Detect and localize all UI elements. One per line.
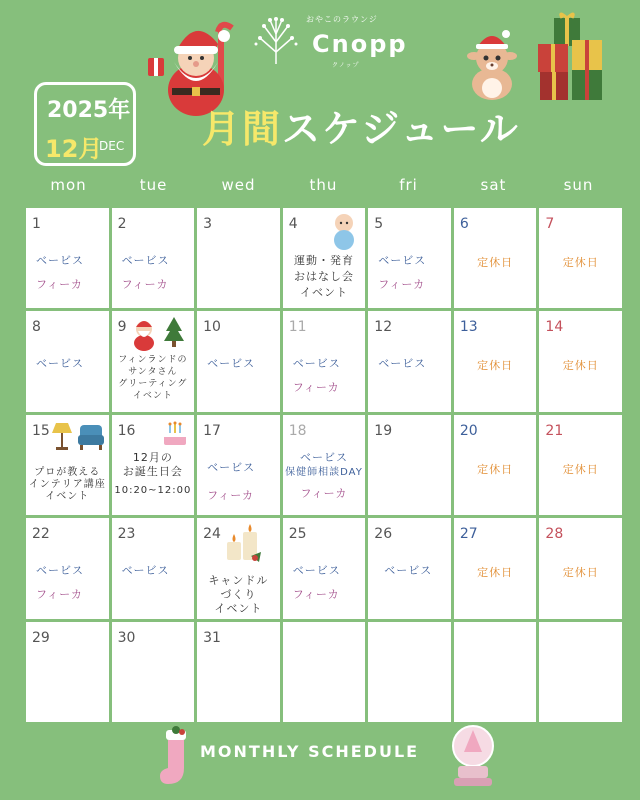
event-closed: 定休日 xyxy=(562,462,599,476)
month-label: 12月 xyxy=(45,135,103,163)
day-cell-28[interactable] xyxy=(539,518,622,618)
event-closed: 定休日 xyxy=(477,462,514,476)
day-cell-27[interactable] xyxy=(454,518,537,618)
date-box xyxy=(34,82,136,166)
day-cell-10[interactable] xyxy=(197,311,280,411)
day-number: 9 xyxy=(117,319,127,336)
event-bday-line1: 12月の xyxy=(132,450,173,464)
event-babies: ベービス xyxy=(299,450,348,464)
santa-tree-icon xyxy=(130,315,186,351)
empty-cell xyxy=(539,622,622,722)
event-fika: フィーカ xyxy=(292,381,340,395)
day-number: 27 xyxy=(459,526,478,543)
event-babies: ベービス xyxy=(378,357,427,371)
tree-icon xyxy=(250,14,302,66)
weekday-tue: tue xyxy=(139,176,168,194)
weekday-sat: sat xyxy=(480,176,507,194)
event-fika: フィーカ xyxy=(121,278,169,291)
year-label: 2025年 xyxy=(47,98,131,123)
event-santa-line1: フィンランドの xyxy=(118,355,188,366)
day-cell-24[interactable] xyxy=(197,518,280,618)
event-closed: 定休日 xyxy=(477,256,514,269)
event-closed: 定休日 xyxy=(477,566,514,580)
day-cell-16[interactable] xyxy=(112,415,195,515)
event-undou-line2: おはなし会 xyxy=(293,270,354,283)
day-cell-17[interactable] xyxy=(197,415,280,515)
deer-illustration xyxy=(462,28,522,104)
event-babies: ベービス xyxy=(384,564,433,578)
event-fika: フィーカ xyxy=(36,588,83,602)
day-number: 5 xyxy=(374,216,384,232)
event-interior-line2: インテリア講座 xyxy=(28,478,106,490)
event-babies: ベービス xyxy=(207,460,256,474)
event-candle-line2: づくり xyxy=(220,588,257,602)
day-cell-1[interactable] xyxy=(26,208,109,308)
day-cell-23[interactable] xyxy=(112,518,195,618)
birthday-cake-icon xyxy=(160,419,190,449)
day-cell-22[interactable] xyxy=(26,518,109,618)
logo-tagline: おやこのラウンジ xyxy=(306,15,378,24)
title-rest: スケジュール xyxy=(282,107,520,151)
day-number: 26 xyxy=(374,526,393,543)
day-cell-15[interactable] xyxy=(26,415,109,515)
event-closed: 定休日 xyxy=(477,359,514,373)
day-number: 23 xyxy=(117,526,136,543)
event-hoken: 保健師相談DAY xyxy=(285,466,363,478)
calendar-grid xyxy=(26,208,622,722)
weekday-thu: thu xyxy=(309,176,338,194)
event-interior-line1: プロが教える xyxy=(34,466,101,478)
day-cell-4[interactable] xyxy=(283,208,366,308)
day-cell-13[interactable] xyxy=(454,311,537,411)
logo-brand: Cnopp xyxy=(312,30,408,58)
day-number: 12 xyxy=(374,319,393,336)
day-number: 1 xyxy=(32,216,41,232)
event-closed: 定休日 xyxy=(562,566,599,580)
event-santa-line3: グリーティング xyxy=(118,379,188,390)
day-cell-30[interactable] xyxy=(112,622,195,722)
event-candle-line3: イベント xyxy=(214,602,263,616)
day-cell-3[interactable] xyxy=(197,208,280,308)
weekday-mon: mon xyxy=(50,176,87,194)
event-bday-time: 10:20~12:00 xyxy=(114,484,192,496)
day-cell-11[interactable] xyxy=(283,311,366,411)
event-fika: フィーカ xyxy=(292,588,340,602)
day-number: 19 xyxy=(374,422,393,439)
event-babies: ベービス xyxy=(292,564,341,578)
footer-label: MONTHLY SCHEDULE xyxy=(200,742,420,761)
event-fika: フィーカ xyxy=(207,488,255,502)
day-cell-5[interactable] xyxy=(368,208,451,308)
day-number: 31 xyxy=(203,629,221,646)
event-santa-line4: イベント xyxy=(132,391,173,402)
event-fika: フィーカ xyxy=(300,486,348,500)
day-cell-31[interactable] xyxy=(197,622,280,722)
day-cell-12[interactable] xyxy=(368,311,451,411)
cnopp-logo xyxy=(250,10,410,70)
day-number: 7 xyxy=(545,216,555,232)
event-babies: ベービス xyxy=(121,254,170,267)
day-cell-26[interactable] xyxy=(368,518,451,618)
day-number: 17 xyxy=(203,422,221,439)
page-title xyxy=(202,98,520,153)
candle-icon xyxy=(221,522,265,564)
month-english-label: DEC xyxy=(99,139,125,153)
event-babies: ベービス xyxy=(36,564,84,578)
snow-globe-icon xyxy=(450,722,496,788)
empty-cell xyxy=(368,622,451,722)
day-number: 15 xyxy=(32,422,50,439)
day-cell-18[interactable] xyxy=(283,415,366,515)
day-number: 11 xyxy=(288,319,307,336)
baby-icon xyxy=(329,212,359,250)
weekday-header xyxy=(26,176,622,198)
event-babies: ベービス xyxy=(36,357,84,371)
day-cell-9[interactable] xyxy=(112,311,195,411)
day-number: 13 xyxy=(459,319,478,336)
day-cell-14[interactable] xyxy=(539,311,622,411)
weekday-sun: sun xyxy=(563,176,594,194)
event-candle-line1: キャンドル xyxy=(208,574,269,588)
event-bday-line2: お誕生日会 xyxy=(122,464,183,478)
stocking-icon xyxy=(156,726,196,788)
gift-boxes-illustration xyxy=(534,12,606,102)
event-babies: ベービス xyxy=(36,254,84,267)
day-cell-19[interactable] xyxy=(368,415,451,515)
title-highlight: 月間 xyxy=(202,107,283,151)
day-number: 2 xyxy=(117,216,127,232)
day-number: 14 xyxy=(545,319,564,336)
day-number: 10 xyxy=(203,319,221,336)
event-fika: フィーカ xyxy=(378,278,426,291)
day-number: 28 xyxy=(545,526,564,543)
event-babies: ベービス xyxy=(121,564,170,578)
event-undou-line3: イベント xyxy=(299,286,348,299)
logo-kana: クノップ xyxy=(332,62,360,69)
event-babies: ベービス xyxy=(292,357,341,371)
day-cell-29[interactable] xyxy=(26,622,109,722)
event-undou-line1: 運動・発育 xyxy=(293,254,354,267)
day-cell-6[interactable] xyxy=(454,208,537,308)
day-number: 22 xyxy=(32,526,50,543)
day-number: 8 xyxy=(32,319,41,336)
day-number: 3 xyxy=(203,216,213,232)
day-number: 20 xyxy=(459,422,478,439)
event-babies: ベービス xyxy=(378,254,427,267)
event-interior-line3: イベント xyxy=(45,490,90,502)
event-santa-line2: サンタさん xyxy=(128,367,178,378)
day-cell-21[interactable] xyxy=(539,415,622,515)
day-number: 21 xyxy=(545,422,564,439)
event-closed: 定休日 xyxy=(562,256,599,269)
weekday-wed: wed xyxy=(221,176,256,194)
weekday-fri: fri xyxy=(399,176,418,194)
day-cell-25[interactable] xyxy=(283,518,366,618)
day-cell-20[interactable] xyxy=(454,415,537,515)
day-number: 6 xyxy=(459,216,469,232)
day-number: 16 xyxy=(117,422,136,439)
day-number: 18 xyxy=(288,422,307,439)
day-cell-7[interactable] xyxy=(539,208,622,308)
empty-cell xyxy=(454,622,537,722)
lamp-armchair-icon xyxy=(50,419,106,451)
day-number: 24 xyxy=(203,526,221,543)
day-number: 4 xyxy=(288,216,298,232)
day-cell-2[interactable] xyxy=(112,208,195,308)
day-number: 30 xyxy=(117,629,136,646)
empty-cell xyxy=(283,622,366,722)
event-closed: 定休日 xyxy=(562,359,599,373)
event-babies: ベービス xyxy=(207,357,256,371)
day-cell-8[interactable] xyxy=(26,311,109,411)
day-number: 29 xyxy=(32,629,50,646)
event-fika: フィーカ xyxy=(36,278,83,291)
day-number: 25 xyxy=(288,526,307,543)
